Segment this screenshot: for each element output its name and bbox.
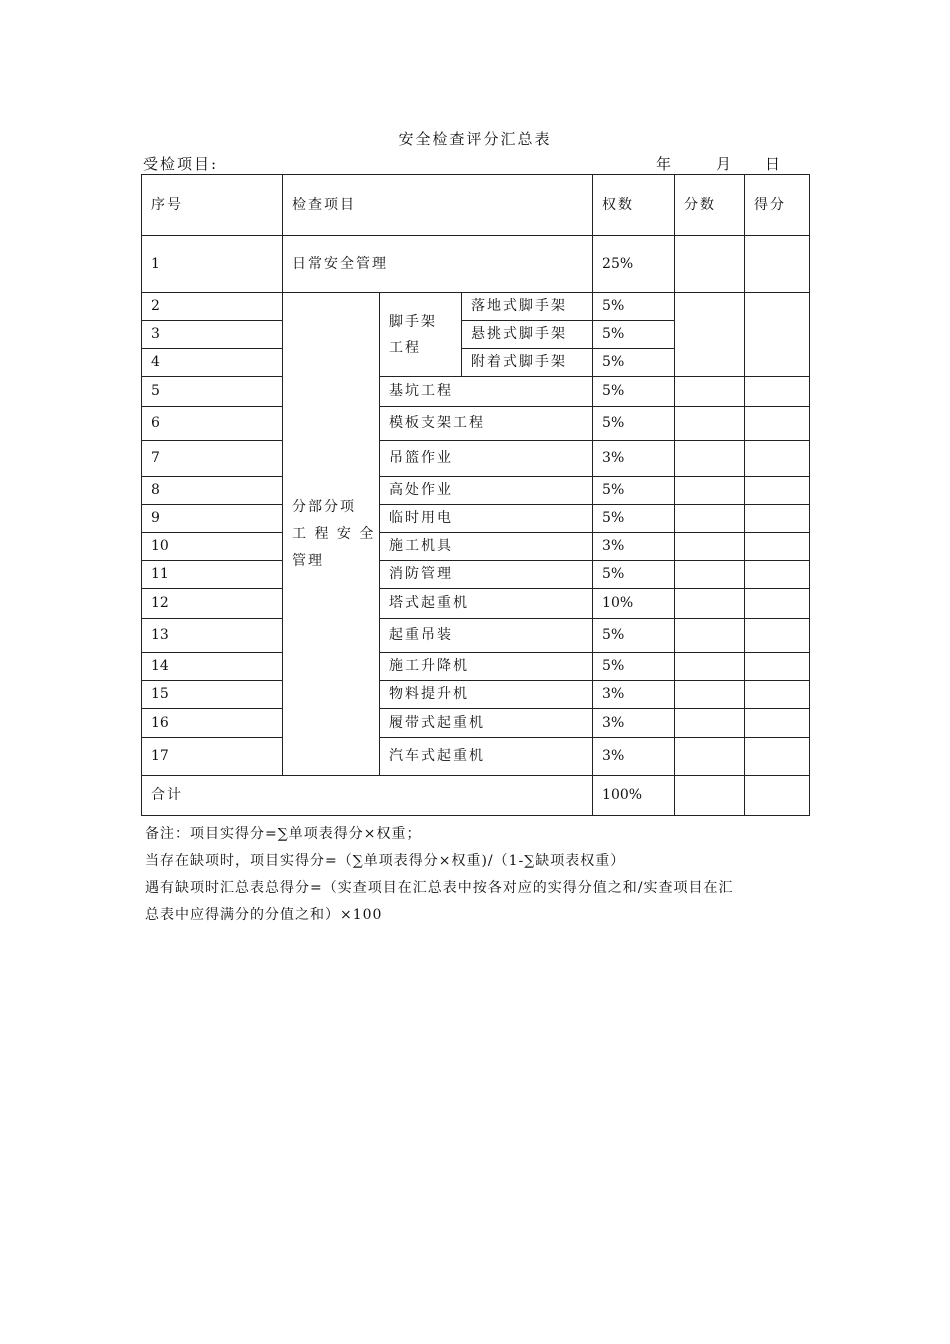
row-item: 附着式脚手架 bbox=[462, 349, 593, 377]
row-item: 临时用电 bbox=[380, 505, 593, 533]
table-row bbox=[142, 293, 810, 321]
row-item: 物料提升机 bbox=[380, 681, 593, 709]
row-no: 3 bbox=[142, 321, 283, 349]
group-label-line: 管理 bbox=[292, 552, 324, 569]
row-weight: 25% bbox=[593, 236, 675, 293]
table-row bbox=[142, 619, 810, 653]
document-title: 安全检查评分汇总表 bbox=[398, 130, 552, 148]
inspected-project-label: 受检项目: bbox=[143, 155, 219, 173]
table-row bbox=[142, 236, 810, 293]
row-weight: 3% bbox=[593, 681, 675, 709]
result-cell bbox=[745, 533, 810, 561]
row-item: 消防管理 bbox=[380, 561, 593, 589]
row-no: 16 bbox=[142, 709, 283, 738]
table-row bbox=[142, 407, 810, 441]
table-row bbox=[142, 441, 810, 477]
row-no: 2 bbox=[142, 293, 283, 321]
row-weight: 5% bbox=[593, 407, 675, 441]
date-year-label: 年 bbox=[656, 155, 672, 173]
score-cell bbox=[675, 505, 745, 533]
score-summary-table bbox=[141, 174, 810, 816]
row-weight: 5% bbox=[593, 477, 675, 505]
date-month-label: 月 bbox=[716, 155, 732, 173]
table-row bbox=[142, 653, 810, 681]
result-cell bbox=[745, 589, 810, 619]
row-no: 17 bbox=[142, 738, 283, 776]
table-header-row bbox=[142, 175, 810, 236]
result-cell bbox=[745, 738, 810, 776]
score-cell bbox=[675, 681, 745, 709]
row-item: 施工升降机 bbox=[380, 653, 593, 681]
table-row bbox=[142, 738, 810, 776]
row-item: 高处作业 bbox=[380, 477, 593, 505]
score-cell bbox=[675, 477, 745, 505]
row-no: 15 bbox=[142, 681, 283, 709]
table-row bbox=[142, 377, 810, 407]
header-result: 得分 bbox=[745, 175, 810, 236]
row-weight: 5% bbox=[593, 653, 675, 681]
row-item: 汽车式起重机 bbox=[380, 738, 593, 776]
result-cell bbox=[745, 505, 810, 533]
row-weight: 5% bbox=[593, 505, 675, 533]
scaffold-label-line: 脚手架 bbox=[389, 313, 437, 330]
row-item: 起重吊装 bbox=[380, 619, 593, 653]
score-cell bbox=[675, 709, 745, 738]
table-row bbox=[142, 533, 810, 561]
result-cell bbox=[745, 681, 810, 709]
table-row bbox=[142, 709, 810, 738]
row-no: 1 bbox=[142, 236, 283, 293]
total-label: 合计 bbox=[142, 776, 593, 816]
row-no: 12 bbox=[142, 589, 283, 619]
row-no: 9 bbox=[142, 505, 283, 533]
row-item: 塔式起重机 bbox=[380, 589, 593, 619]
result-cell bbox=[745, 619, 810, 653]
result-cell bbox=[745, 441, 810, 477]
row-item: 日常安全管理 bbox=[283, 236, 593, 293]
row-no: 8 bbox=[142, 477, 283, 505]
row-no: 5 bbox=[142, 377, 283, 407]
date-day-label: 日 bbox=[765, 155, 781, 173]
result-cell bbox=[745, 477, 810, 505]
result-cell bbox=[745, 776, 810, 816]
row-item: 落地式脚手架 bbox=[462, 293, 593, 321]
row-no: 14 bbox=[142, 653, 283, 681]
table-row bbox=[142, 561, 810, 589]
result-cell bbox=[745, 293, 810, 377]
table-row bbox=[142, 477, 810, 505]
header-score: 分数 bbox=[675, 175, 745, 236]
table-row bbox=[142, 589, 810, 619]
result-cell bbox=[745, 709, 810, 738]
row-weight: 5% bbox=[593, 561, 675, 589]
row-no: 13 bbox=[142, 619, 283, 653]
group-label-line: 工 程 安 全 bbox=[292, 525, 376, 542]
row-weight: 5% bbox=[593, 619, 675, 653]
score-cell bbox=[675, 441, 745, 477]
row-weight: 3% bbox=[593, 709, 675, 738]
row-item: 悬挑式脚手架 bbox=[462, 321, 593, 349]
result-cell bbox=[745, 561, 810, 589]
note-line: 遇有缺项时汇总表总得分=（实查项目在汇总表中按各对应的实得分值之和/实查项目在汇 bbox=[145, 880, 734, 896]
row-item: 履带式起重机 bbox=[380, 709, 593, 738]
row-no: 10 bbox=[142, 533, 283, 561]
scaffold-label-cell bbox=[380, 293, 462, 377]
header-weight: 权数 bbox=[593, 175, 675, 236]
row-weight: 5% bbox=[593, 349, 675, 377]
row-weight: 5% bbox=[593, 377, 675, 407]
note-line: 总表中应得满分的分值之和）×100 bbox=[145, 907, 383, 923]
table-total-row bbox=[142, 776, 810, 816]
score-cell bbox=[675, 589, 745, 619]
row-weight: 3% bbox=[593, 441, 675, 477]
row-no: 11 bbox=[142, 561, 283, 589]
result-cell bbox=[745, 407, 810, 441]
row-weight: 10% bbox=[593, 589, 675, 619]
result-cell bbox=[745, 377, 810, 407]
score-cell bbox=[675, 377, 745, 407]
table-row bbox=[142, 681, 810, 709]
row-item: 吊篮作业 bbox=[380, 441, 593, 477]
result-cell bbox=[745, 236, 810, 293]
row-no: 7 bbox=[142, 441, 283, 477]
score-cell bbox=[675, 619, 745, 653]
row-weight: 5% bbox=[593, 293, 675, 321]
header-item: 检查项目 bbox=[283, 175, 593, 236]
row-weight: 3% bbox=[593, 533, 675, 561]
score-cell bbox=[675, 407, 745, 441]
score-cell bbox=[675, 776, 745, 816]
header-no: 序号 bbox=[142, 175, 283, 236]
score-cell bbox=[675, 738, 745, 776]
result-cell bbox=[745, 653, 810, 681]
group-label-cell bbox=[283, 293, 380, 776]
row-weight: 3% bbox=[593, 738, 675, 776]
row-no: 4 bbox=[142, 349, 283, 377]
note-line: 备注：项目实得分=∑单项表得分×权重； bbox=[145, 826, 422, 842]
scaffold-label-line: 工程 bbox=[389, 339, 421, 356]
row-item: 施工机具 bbox=[380, 533, 593, 561]
table-row bbox=[142, 505, 810, 533]
row-no: 6 bbox=[142, 407, 283, 441]
note-line: 当存在缺项时，项目实得分=（∑单项表得分×权重)/（1-∑缺项表权重） bbox=[145, 853, 626, 869]
score-cell bbox=[675, 293, 745, 377]
row-item: 模板支架工程 bbox=[380, 407, 593, 441]
score-cell bbox=[675, 533, 745, 561]
row-item: 基坑工程 bbox=[380, 377, 593, 407]
score-cell bbox=[675, 561, 745, 589]
total-weight: 100% bbox=[593, 776, 675, 816]
score-cell bbox=[675, 653, 745, 681]
group-label-line: 分部分项 bbox=[292, 498, 356, 515]
score-cell bbox=[675, 236, 745, 293]
row-weight: 5% bbox=[593, 321, 675, 349]
